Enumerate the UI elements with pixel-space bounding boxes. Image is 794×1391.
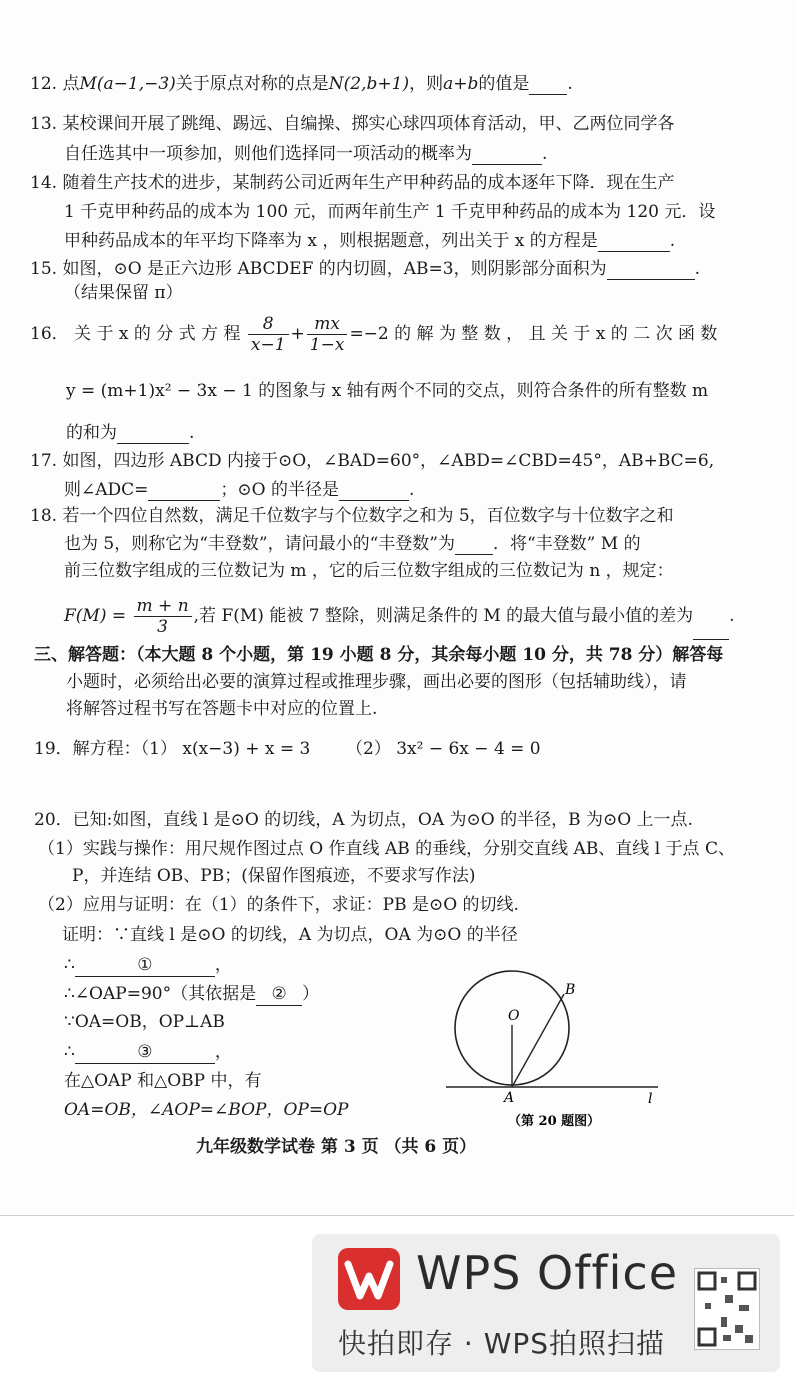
proof-step-5: 在△OAP 和△OBP 中，有	[64, 1071, 262, 1091]
answer-blank-18a	[455, 536, 493, 555]
label-b: B	[565, 982, 576, 998]
section-3-heading: 三、解答题：（本大题 8 个小题，第 19 小题 8 分，其余每小题 10 分，共 78 分）解答每	[34, 645, 724, 665]
question-15-note: （结果保留 π）	[64, 283, 183, 303]
question-17-line2: 则∠ADC= ；⊙O 的半径是 .	[64, 480, 415, 500]
question-16-line2: y = (m+1)x² − 3x − 1 的图象与 x 轴有两个不同的交点，则符合条件的所有整数 m	[66, 381, 709, 401]
figure-20	[440, 970, 670, 1135]
answer-blank-16	[117, 425, 189, 444]
answer-blank-15	[607, 261, 695, 280]
proof-blank-2: ②	[256, 983, 302, 1006]
qr-code-icon	[694, 1268, 760, 1350]
question-15: 15. 如图，⊙O 是正六边形 ABCDEF 的内切圆，AB=3，则阴影部分面积为 .	[30, 259, 701, 279]
chord-ab	[512, 994, 564, 1087]
answer-blank-17a	[148, 482, 220, 501]
question-16-line3: 的和为 .	[66, 423, 195, 443]
question-13-line2: 自任选其中一项参加，则他们选择同一项活动的概率为 .	[64, 144, 548, 164]
question-14-line2: 1 千克甲种药品的成本为 100 元，而两年前生产 1 千克甲种药品的成本为 120 元．设	[64, 202, 716, 222]
fraction-m-plus-n-over-3: $\frac{m + n}{3}$	[134, 596, 192, 637]
question-13: 13. 某校课间开展了跳绳、踢远、自编操、掷实心球四项体育活动，甲、乙两位同学各	[30, 114, 675, 134]
question-20: 20．已知:如图，直线 l 是⊙O 的切线，A 为切点，OA 为⊙O 的半径，B 为⊙O 上一点.	[34, 810, 693, 830]
question-18-line3: 前三位数字组成的三位数记为 m ，它的后三位数字组成的三位数记为 n ，规定：	[64, 561, 674, 581]
proof-step-2: ∴∠OAP=90°（其依据是 ② ）	[64, 984, 320, 1004]
section-3-line2: 小题时，必须给出必要的演算过程或推理步骤，画出必要的图形（包括辅助线），请	[66, 672, 687, 692]
answer-blank-14	[598, 233, 670, 252]
section-3-line3: 将解答过程书写在答题卡中对应的位置上.	[66, 699, 378, 719]
label-o: O	[508, 1008, 520, 1024]
wps-logo-icon	[338, 1248, 400, 1310]
wps-watermark	[312, 1234, 780, 1372]
proof-step-4: ∴ ③ ，	[64, 1042, 232, 1062]
wps-subtitle: 快拍即存 · WPS拍照扫描	[338, 1327, 666, 1360]
question-16: 16． 关 于 x 的 分 式 方 程 $\frac{8}{x-1}$ + $\frac{mx}{1-x}$ =−2 的 解 为 整 数 ， 且 关 于 x 的 二 次 函 数	[30, 314, 718, 355]
question-20-line4: （2）应用与证明：在（1）的条件下，求证：PB 是⊙O 的切线.	[38, 895, 519, 915]
answer-blank-17b	[339, 482, 409, 501]
question-20-proof-intro: 证明：∵直线 l 是⊙O 的切线，A 为切点，OA 为⊙O 的半径	[62, 925, 518, 945]
label-a: A	[504, 1090, 515, 1106]
answer-blank-18b	[693, 621, 729, 640]
proof-blank-1: ①	[75, 954, 215, 977]
answer-blank-13	[472, 146, 542, 165]
question-12: 12. 点M(a−1,−3)关于原点对称的点是N(2,b+1)，则a+b的值是 .	[30, 74, 573, 94]
page-divider	[0, 1215, 794, 1216]
fraction-mx-over-1-x: $\frac{mx}{1-x}$	[307, 314, 348, 355]
figure-caption: （第 20 题图）	[508, 1114, 601, 1129]
proof-blank-3: ③	[75, 1041, 215, 1064]
question-20-line2: （1）实践与操作：用尺规作图过点 O 作直线 AB 的垂线，分别交直线 AB、直线 l 于点 C、	[38, 839, 735, 859]
question-18: 18. 若一个四位自然数，满足千位数字与个位数字之和为 5，百位数字与十位数字之和	[30, 506, 674, 526]
proof-step-3: ∵OA=OB，OP⊥AB	[64, 1012, 225, 1032]
question-14-line3: 甲种药品成本的年平均下降率为 x ，则根据题意，列出关于 x 的方程是 .	[64, 231, 676, 251]
question-19: 19．解方程：（1） x(x−3) + x = 3	[34, 739, 311, 759]
question-20-line3: P，并连结 OB、PB；(保留作图痕迹，不要求写作法)	[72, 866, 476, 886]
fraction-8-over-x-1: $\frac{8}{x-1}$	[248, 314, 289, 355]
answer-blank-12	[529, 76, 567, 95]
proof-step-1: ∴ ① ，	[64, 955, 232, 975]
page-footer: 九年级数学试卷 第 3 页 （共 6 页）	[196, 1137, 477, 1157]
label-l: l	[648, 1091, 653, 1107]
question-14: 14. 随着生产技术的进步，某制药公司近两年生产甲种药品的成本逐年下降．现在生产	[30, 173, 675, 193]
question-18-formula: F(M) = $\frac{m + n}{3}$ ,若 F(M) 能被 7 整除，则满足条件的 M 的最大值与最小值的差为 .	[64, 592, 735, 640]
question-17: 17. 如图，四边形 ABCD 内接于⊙O，∠BAD=60°，∠ABD=∠CBD=45°，AB+BC=6,	[30, 451, 715, 471]
wps-brand: WPS Office	[416, 1246, 679, 1300]
question-18-line2: 也为 5，则称它为“丰登数”，请问最小的“丰登数”为 ．将“丰登数” M 的	[64, 534, 641, 554]
wps-w-icon	[338, 1248, 400, 1310]
question-19-part2: （2） 3x² − 6x − 4 = 0	[346, 739, 541, 759]
proof-step-6: OA=OB，∠AOP=∠BOP，OP=OP	[64, 1100, 349, 1120]
